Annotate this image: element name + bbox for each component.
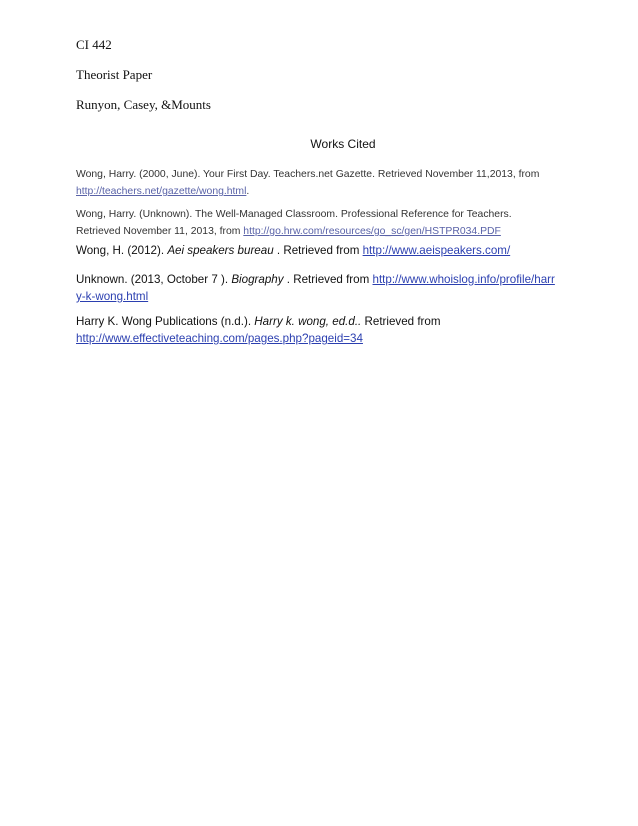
citation-1-period: . (246, 186, 250, 197)
citation-2-link[interactable]: http://go.hrw.com/resources/go_sc/gen/HSTPR034.PDF (243, 226, 501, 237)
works-cited-heading: Works Cited (310, 137, 376, 151)
citation-5-retrieved: Retrieved from (364, 315, 441, 328)
citation-3-title: Aei speakers bureau (167, 244, 274, 257)
citation-1 (76, 166, 556, 200)
citation-5-text: Harry K. Wong Publications (n.d.). (76, 315, 252, 328)
citation-3-retrieved: . Retrieved from (276, 244, 360, 257)
citation-5-title: Harry k. wong, ed.d.. (254, 315, 362, 328)
citation-5 (76, 313, 556, 347)
citation-1-text: Wong, Harry. (2000, June). Your First Day. Teachers.net Gazette. Retrieved November 11,2013, from (76, 169, 540, 180)
citation-2-text: Wong, Harry. (Unknown). The Well-Managed Classroom. Professional Reference for Teachers. Retrieved November 11, 2013, from (76, 209, 512, 237)
course-code: CI 442 (76, 37, 112, 52)
citation-4-retrieved: . Retrieved from (286, 273, 370, 286)
citation-4-text: Unknown. (2013, October 7 ). (76, 273, 229, 286)
citation-3 (76, 242, 556, 259)
paper-title: Theorist Paper (76, 67, 153, 82)
citation-4-link[interactable]: http://www.whoislog.info/profile/harry-k-wong.html (76, 273, 555, 303)
citation-4 (76, 271, 556, 305)
citation-3-text: Wong, H. (2012). (76, 244, 165, 257)
citation-5-link[interactable]: http://www.effectiveteaching.com/pages.php?pageid=34 (76, 332, 363, 345)
citation-2 (76, 206, 556, 240)
authors: Runyon, Casey, &Mounts (76, 97, 211, 112)
citation-3-link[interactable]: http://www.aeispeakers.com/ (362, 244, 511, 257)
citation-1-link[interactable]: http://teachers.net/gazette/wong.html (76, 186, 247, 197)
citation-4-title: Biography (231, 273, 284, 286)
